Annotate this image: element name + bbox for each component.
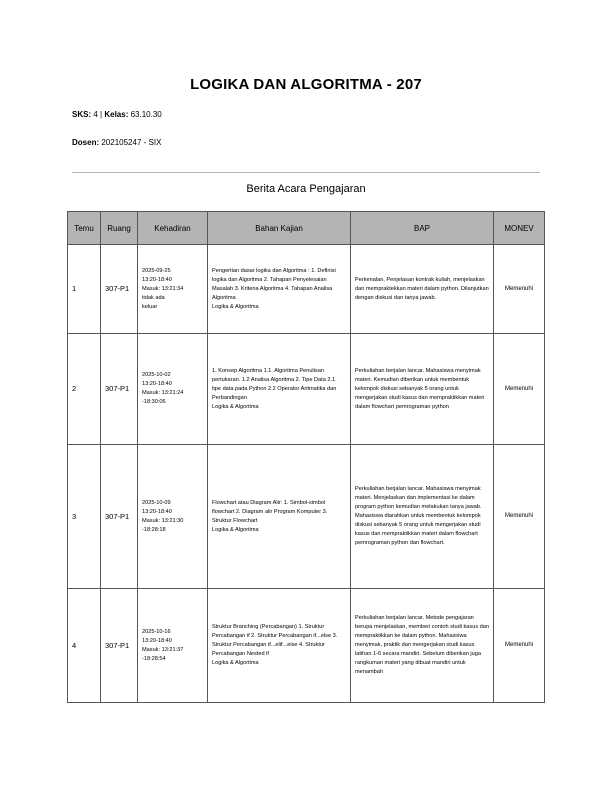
meta-separator: | xyxy=(100,110,103,119)
cell-bap: Perkuliahan berjalan lancar. Metode pengajaran berupa menjelaskan, memberi contoh studi kasus dan mempraktikkan ke dalam python. Mahasiswa menyimak, praktik dan mengerjakan studi kasus latihan 1-6 secara mandiri. Sebelum diberikan juga rangkuman materi yang dibuat mandiri untuk menambah xyxy=(351,589,494,703)
cell-bahan-kajian: Struktur Branching (Percabangan) 1. Struktur Percabangan if 2. Struktur Percabangan if...else 3. Struktur Percabangan if...elif...else 4. Struktur Percabangan Nested if Logika & Algoritma xyxy=(208,589,351,703)
cell-bap: Perkuliahan berjalan lancar. Mahasiswa menyimak materi. Kemudian diberikan untuk membentuk kelompok diskusi sebanyak 5 orang untuk mengerjakan studi kasus dan mempraktikkan materi dalam flowchart pemrograman python xyxy=(351,334,494,445)
cell-monev: Memenuhi xyxy=(494,589,545,703)
cell-bap: Perkuliahan berjalan lancar. Mahasiswa menyimak materi. Menjelaskan dan implementasi ke dalam program python kemudian melakukan tanya jawab. Mahasiswa diarahkan untuk membentuk kelompok diskusi sebanyak 5 orang untuk mengerjakan studi kasus dan mempraktikkan materi dalam flowchart pemrograman python dan flowchart. xyxy=(351,445,494,589)
dosen-label: Dosen: xyxy=(72,138,100,147)
cell-temu: 1 xyxy=(68,245,101,334)
cell-temu: 2 xyxy=(68,334,101,445)
header-bap: BAP xyxy=(351,212,494,245)
cell-kehadiran: 2025-10-09 13:20-18:40 Masuk: 13:21:30 -18:28:18 xyxy=(138,445,208,589)
kelas-label: Kelas: xyxy=(104,110,129,119)
header-bahan-kajian: Bahan Kajian xyxy=(208,212,351,245)
lecturer-meta xyxy=(72,138,161,147)
cell-temu: 3 xyxy=(68,445,101,589)
header-temu: Temu xyxy=(68,212,101,245)
cell-kehadiran: 2025-09-25 13:20-18:40 Masuk: 13:21:34 tidak ada keluar xyxy=(138,245,208,334)
cell-ruang: 307-P1 xyxy=(101,589,138,703)
table-header-row xyxy=(68,212,545,245)
cell-monev: Memenuhi xyxy=(494,334,545,445)
kelas-value: 63.10.30 xyxy=(130,110,162,119)
course-title: LOGIKA DAN ALGORITMA - 207 xyxy=(190,76,422,93)
cell-monev: Memenuhi xyxy=(494,445,545,589)
header-monev: MONEV xyxy=(494,212,545,245)
cell-bahan-kajian: Pengertian dasar logika dan Algoritma : 1. Definisi logika dan Algoritma 2. Tahapan Penyelesaian Masalah 3. Kriteria Algoritma 4. Tahapan Analisa Algoritma Logika & Algoritma xyxy=(208,245,351,334)
cell-bap: Perkenalan, Penjelasan kontrak kuliah, menjelaskan dan mempraktekkan materi dalam python. Dilanjutkan dengan diskusi dan tanya jawab. xyxy=(351,245,494,334)
sks-label: SKS: xyxy=(72,110,92,119)
cell-kehadiran: 2025-10-02 13:20-18:40 Masuk: 13:21:24 -18:30:06 xyxy=(138,334,208,445)
dosen-value: 202105247 - SIX xyxy=(101,138,162,147)
cell-ruang: 307-P1 xyxy=(101,445,138,589)
header-ruang: Ruang xyxy=(101,212,138,245)
header-kehadiran: Kehadiran xyxy=(138,212,208,245)
table-row xyxy=(68,334,545,445)
cell-ruang: 307-P1 xyxy=(101,245,138,334)
cell-monev: Memenuhi xyxy=(494,245,545,334)
cell-temu: 4 xyxy=(68,589,101,703)
table-row xyxy=(68,589,545,703)
section-title: Berita Acara Pengajaran xyxy=(246,183,366,195)
cell-ruang: 307-P1 xyxy=(101,334,138,445)
cell-bahan-kajian: 1. Konsep Algoritma 1.1. Algoritma Penulisan pertukaran. 1.2 Analisa Algoritma 2. Tipe Data 2.1. tipe data pada Python 2.2 Operator Aritmatika dan Perbandingan Logika & Algoritma xyxy=(208,334,351,445)
sks-value: 4 xyxy=(93,110,98,119)
teaching-log-table xyxy=(67,211,545,703)
cell-kehadiran: 2025-10-16 13:20-18:40 Masuk: 13:21:37 -18:28:54 xyxy=(138,589,208,703)
table-row xyxy=(68,445,545,589)
course-meta xyxy=(72,110,162,119)
cell-bahan-kajian: Flowchart atau Diagram Alir: 1. Simbol-simbol flowchart 2. Diagram alir Program Komputer 3. Struktur Flowchart Logika & Algoritma xyxy=(208,445,351,589)
table-row xyxy=(68,245,545,334)
divider xyxy=(72,172,540,173)
